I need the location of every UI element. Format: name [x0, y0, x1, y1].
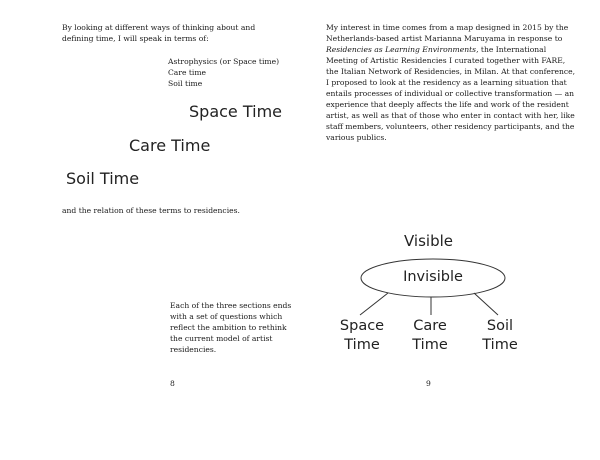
connector-line-space — [360, 293, 388, 315]
intro-paragraph: By looking at different ways of thinking about and defining time, I will speak in terms of: — [62, 23, 256, 43]
space-time-heading: Space Time — [189, 102, 282, 121]
paragraph-text-start: My interest in time comes from a map designed in 2015 by the Netherlands-based artist Marianna Maruyama in response to — [326, 23, 569, 43]
leaf-line: Time — [482, 337, 518, 353]
diagram-leaf-care-time — [400, 317, 460, 355]
page-number-right: 9 — [426, 379, 431, 388]
soil-time-heading: Soil Time — [66, 169, 140, 188]
sections-note: Each of the three sections ends with a set of questions which reflect the ambition to rethink the current model of artist residencies. — [170, 301, 292, 354]
care-time-heading: Care Time — [129, 136, 211, 155]
right-page — [300, 0, 600, 460]
visible-label: Visible — [404, 232, 453, 250]
diagram-leaf-soil-time — [470, 317, 530, 355]
paragraph-text-end: , the International Meeting of Artistic Residencies I curated together with FARE, the Italian Network of Residencies, in Milan. At that conference, I proposed to look at the residency as a learning situation that entails processes of individual or collective transformation — an experience that deeply affects the life and work of the resident artist, as well as that of those who enter in contact with her, like staff members, volunteers, other residency participants, and the various publics. — [326, 45, 576, 142]
leaf-line: Care — [413, 318, 447, 334]
connector-line-soil — [474, 293, 498, 315]
term-item: Soil time — [168, 79, 203, 88]
event-title: Residencies as Learning Environments — [326, 45, 477, 54]
leaf-line: Time — [344, 337, 380, 353]
leaf-line: Space — [339, 318, 385, 334]
term-item: Care time — [168, 68, 207, 77]
leaf-line: Time — [412, 337, 448, 353]
term-item: Astrophysics (or Space time) — [168, 57, 280, 66]
leaf-line: Soil — [486, 318, 514, 334]
term-list — [168, 56, 279, 89]
page-number-left: 8 — [170, 379, 175, 388]
diagram-leaf-space-time — [332, 317, 392, 355]
invisible-label: Invisible — [403, 269, 463, 285]
relation-sentence: and the relation of these terms to residencies. — [62, 206, 240, 215]
time-diagram — [300, 0, 600, 460]
